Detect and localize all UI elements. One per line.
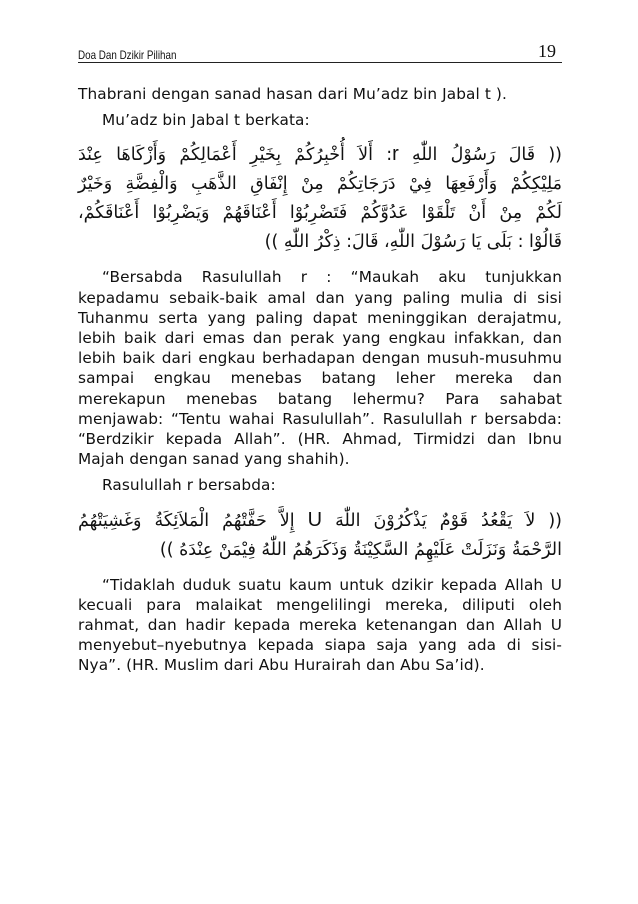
- arabic-hadith-2: [78, 506, 562, 565]
- page-header: [78, 28, 562, 63]
- paragraph-muadz-intro: Mu’adz bin Jabal t berkata:: [102, 111, 310, 130]
- honorific-symbol: r: [392, 143, 399, 166]
- arabic-line: مَلِيْكِكُمْ وَأَرْفَعِهَا فِيْ دَرَجَاتِكُمْ مِنْ إِنْفَاقِ الذَّهَبِ وَالْفِضَّةِ وَخَيْرٌ: [78, 174, 562, 195]
- arabic-line: [78, 506, 562, 536]
- arabic-line: قَالُوْا : بَلَى يَا رَسُوْلَ اللّٰهِ، قَالَ: ذِكْرُ اللّٰهِ )): [264, 232, 562, 253]
- book-title: Doa Dan Dzikir Pilihan: [78, 48, 177, 62]
- paragraph-thabrani: Thabrani dengan sanad hasan dari Mu’adz bin Jabal t ).: [78, 85, 507, 103]
- paragraph-translation-2: “Tidaklah duduk suatu kaum untuk dzikir kepada Allah U kecuali para malaikat mengelilingi mereka, diliputi oleh rahmat, dan hadir kepada mereka ketenangan dan Allah U menyebut–nyebutnya kepada siapa saja yang ada di sisi-Nya”. (HR. Muslim dari Abu Hurairah dan Abu Sa’id).: [78, 575, 562, 675]
- honorific-symbol: U: [307, 508, 323, 531]
- paragraph-translation-1: “Bersabda Rasulullah r : “Maukah aku tunjukkan kepadamu sebaik-baik amal dan yang paling mulia di sisi Tuhanmu serta yang paling dapat meninggikan derajatmu, lebih baik dari emas dan perak yang engkau infakkan, dan lebih baik dari engkau berhadapan dengan musuh-musuhmu sampai engkau menebas batang leher mereka dan merekapun menebas batang lehermu? Para sahabat menjawab: “Tentu wahai Rasulullah”. Rasulullah r bersabda: “Berdzikir kepada Allah”. (HR. Ahmad, Tirmidzi dan Ibnu Majah dengan sanad yang shahih).: [78, 268, 562, 469]
- arabic-line: لَكُمْ مِنْ أَنْ تَلْقَوْا عَدُوَّكُمْ فَتَضْرِبُوْا أَعْنَاقَهُمْ وَيَضْرِبُوْا أَعْنَاقَكُمْ،: [78, 203, 562, 224]
- page-body: [78, 84, 562, 676]
- arabic-hadith-1: [78, 140, 562, 257]
- arabic-line: الرَّحْمَةُ وَنَزَلَتْ عَلَيْهِمُ السَّكِيْنَةُ وَذَكَرَهُمُ اللّٰهُ فِيْمَنْ عِنْدَهُ )): [159, 539, 562, 560]
- arabic-line: [78, 140, 562, 170]
- arabic-segment: : أَلاَ أُخْبِرُكُمْ بِخَيْرِ أَعْمَالِكُمْ وَأَزْكَاهَا عِنْدَ: [78, 145, 393, 166]
- page-number: 19: [538, 41, 556, 61]
- arabic-segment: (( قَالَ رَسُوْلُ اللّٰهِ: [398, 145, 563, 166]
- arabic-segment: (( لاَ يَقْعُدُ قَوْمٌ يَذْكُرُوْنَ اللّٰهَ: [322, 510, 562, 531]
- paragraph-rasulullah-intro: Rasulullah r bersabda:: [102, 476, 276, 495]
- arabic-segment: إِلاَّ حَفَّتْهُمُ الْمَلاَئِكَةُ وَغَشِيَتْهُمُ: [78, 510, 308, 531]
